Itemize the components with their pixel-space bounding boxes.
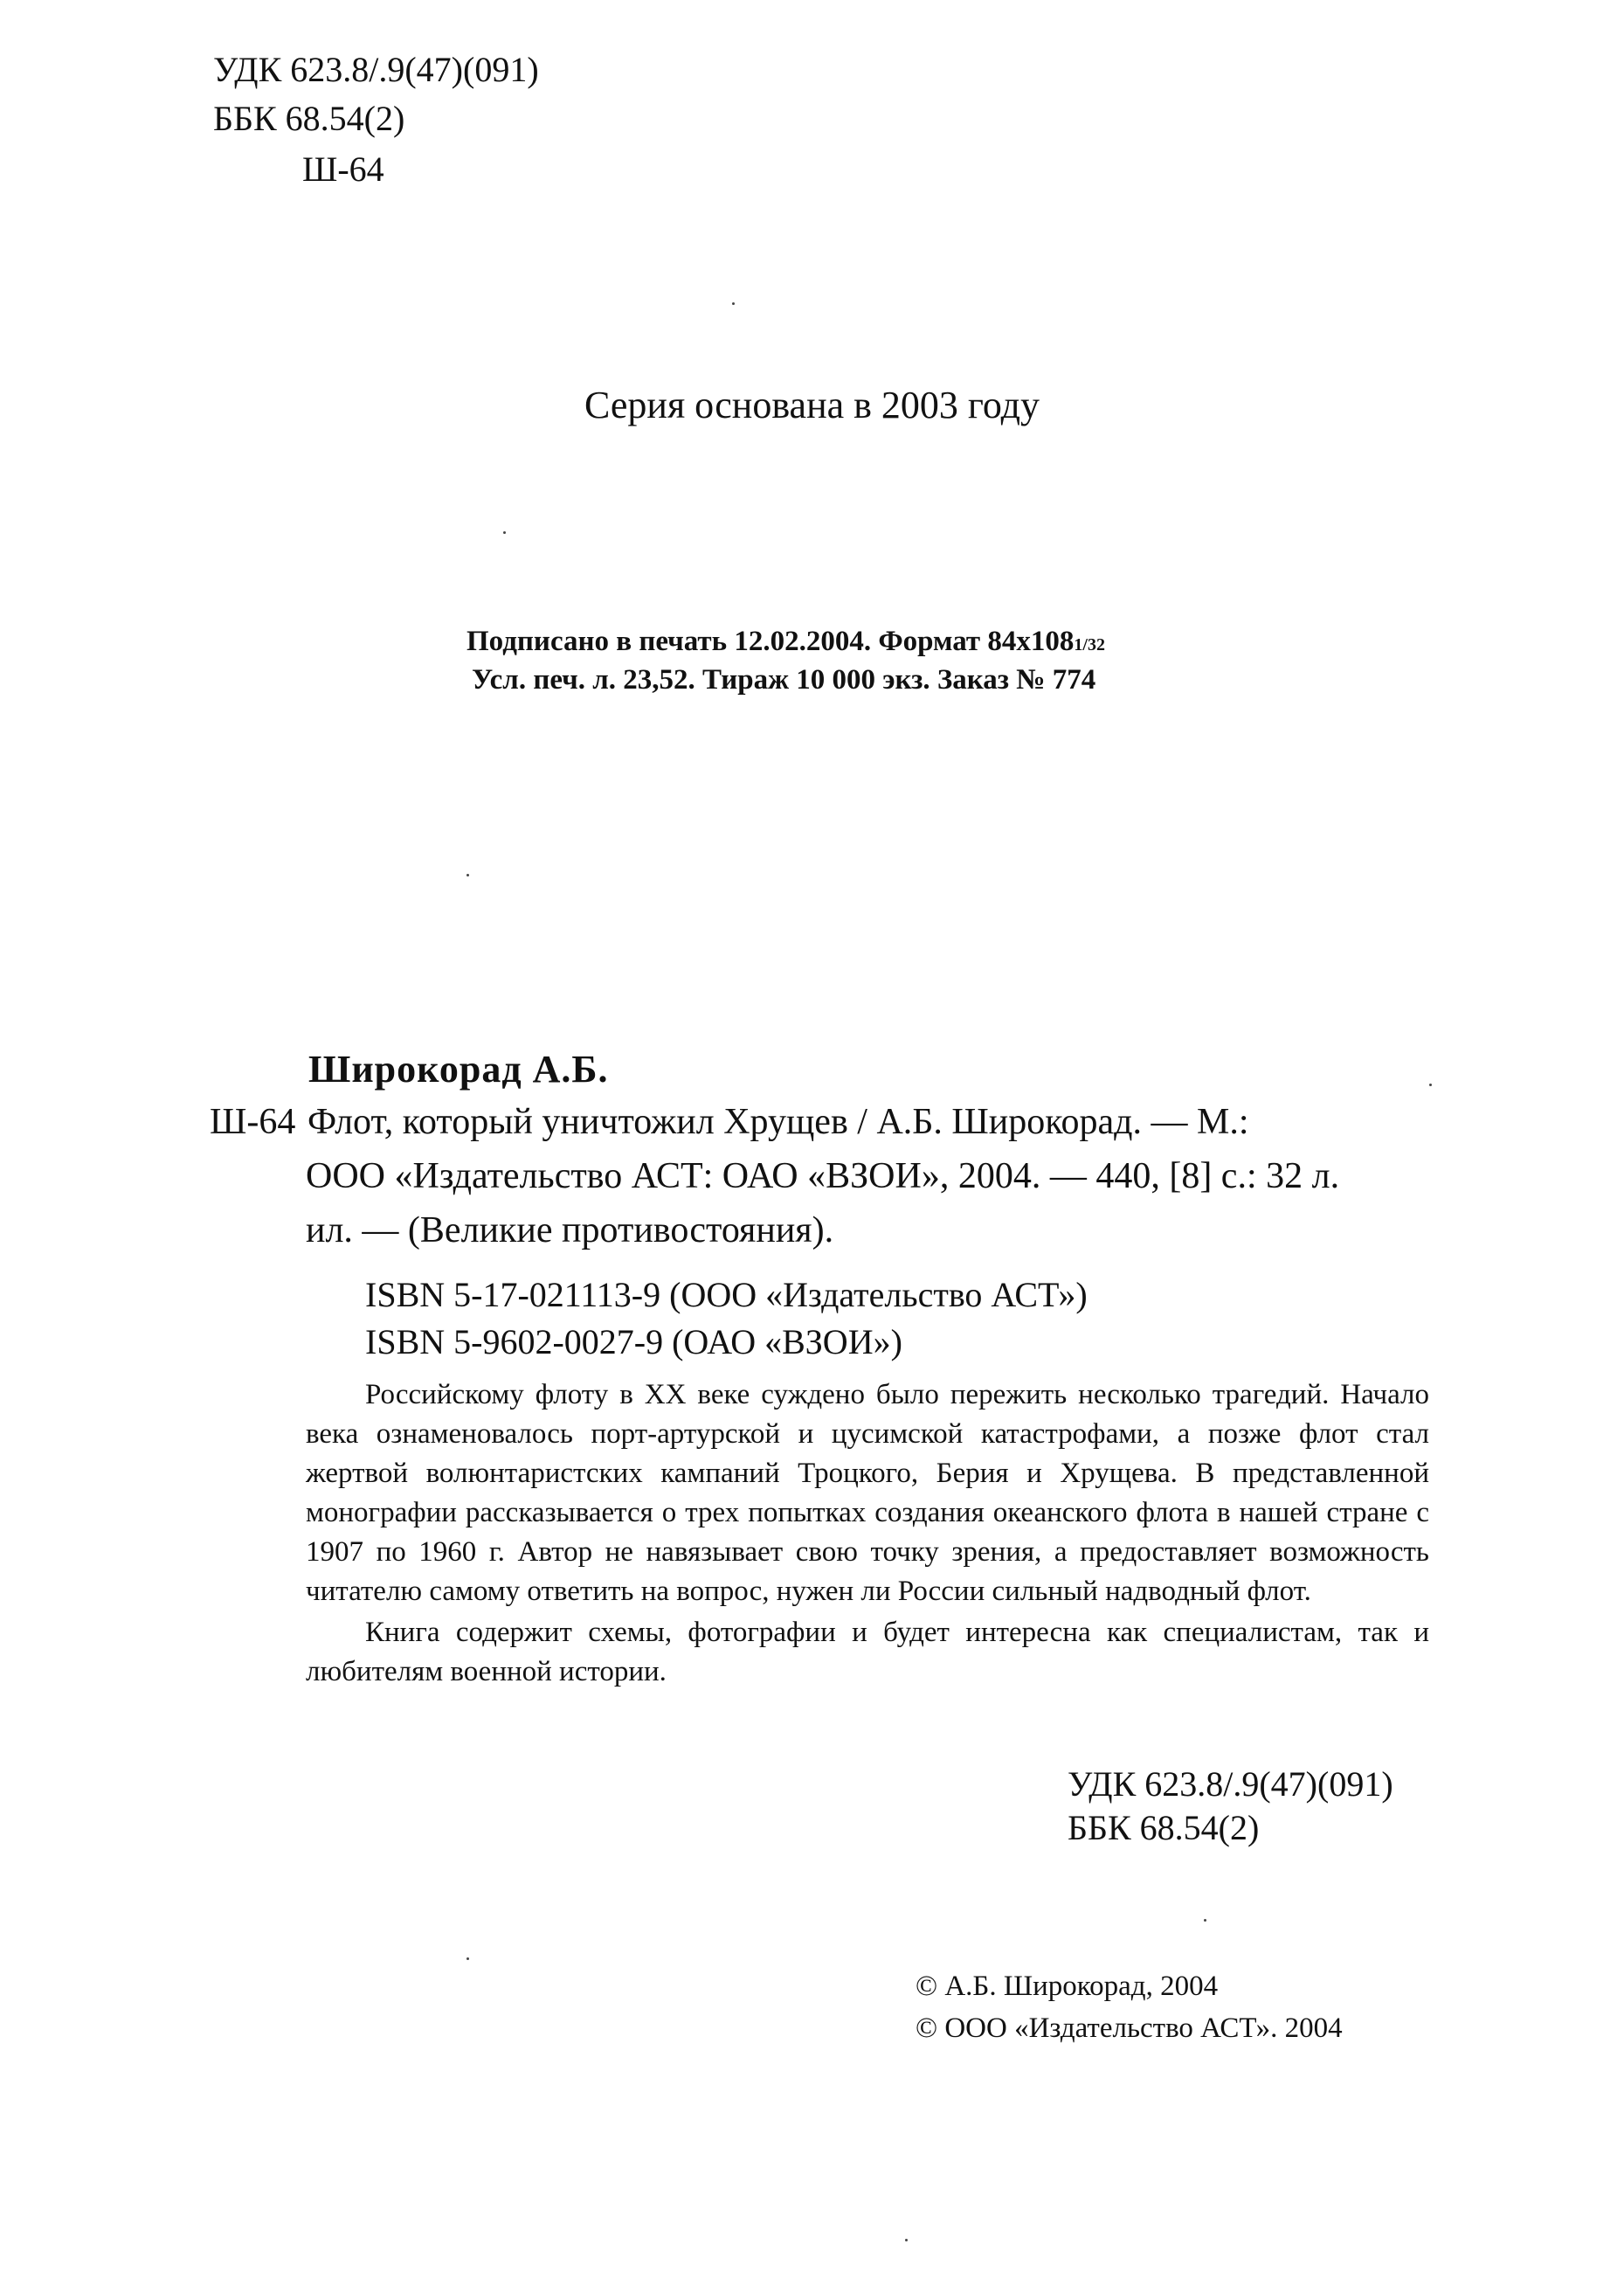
footer-bbk-code: ББК 68.54(2): [1068, 1808, 1260, 1847]
copyright-publisher: © ООО «Издательство АСТ». 2004: [916, 2012, 1343, 2044]
catalog-title-line-3: ил. — (Великие противостояния).: [306, 1210, 834, 1250]
series-note: Серия основана в 2003 году: [584, 384, 1040, 426]
udk-code: УДК 623.8/.9(47)(091): [213, 50, 539, 89]
catalog-title-line-2: ООО «Издательство АСТ: ОАО «ВЗОИ», 2004. — 440, [8] с.: 32 л.: [306, 1156, 1340, 1196]
imprint-line-2: Усл. печ. л. 23,52. Тираж 10 000 экз. Заказ № 774: [472, 664, 1096, 696]
scan-speck: [1204, 1919, 1206, 1922]
catalog-author: Широкорад А.Б.: [308, 1048, 609, 1091]
author-mark: Ш-64: [302, 149, 384, 189]
abstract: [306, 1375, 1429, 1692]
copyright-author: © А.Б. Широкорад, 2004: [916, 1971, 1219, 2002]
scan-speck: [1429, 1084, 1432, 1086]
isbn-vzoi: ISBN 5-9602-0027-9 (ОАО «ВЗОИ»): [365, 1322, 902, 1361]
footer-udk-code: УДК 623.8/.9(47)(091): [1068, 1764, 1393, 1804]
abstract-paragraph-2: Книга содержит схемы, фотографии и будет интересна как специалистам, так и любителям военной истории.: [306, 1617, 1429, 1687]
format-fraction: 1/32: [1074, 635, 1105, 655]
abstract-paragraph-1: Российскому флоту в XX веке суждено было пережить несколько трагедий. Начало века ознаменовалось порт-артурской и цусимской катастрофами, а позже флот стал жертвой волюнтаристских кампаний Троцкого, Берия и Хрущева. В представленной монографии рассказывается о трех попытках создания океанского флота в нашей стране с 1907 по 1960 г. Автор не навязывает свою точку зрения, а предоставляет возможность читателю самому ответить на вопрос, нужен ли России сильный надводный флот.: [306, 1379, 1429, 1607]
catalog-mark: Ш-64: [210, 1102, 296, 1142]
imprint-line-1: [466, 626, 1105, 658]
scan-speck: [466, 1957, 469, 1960]
bbk-code: ББК 68.54(2): [213, 99, 405, 138]
imprint-line-1-text: Подписано в печать 12.02.2004. Формат 84x108: [466, 626, 1075, 657]
scan-speck: [503, 531, 506, 534]
isbn-ast: ISBN 5-17-021113-9 (ООО «Издательство АСТ»): [365, 1275, 1088, 1314]
scan-speck: [466, 874, 469, 876]
catalog-title-line-1: [210, 1101, 1249, 1143]
scan-speck: [905, 2239, 908, 2241]
scan-speck: [732, 302, 735, 305]
catalog-title-text: Флот, который уничтожил Хрущев / А.Б. Широкорад. — М.:: [308, 1102, 1249, 1142]
